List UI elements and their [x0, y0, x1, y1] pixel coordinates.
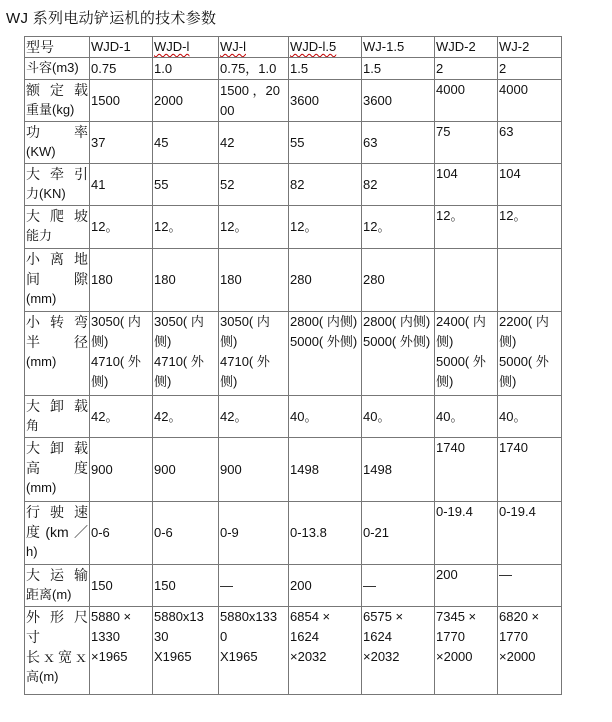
- value-cell: [289, 312, 362, 396]
- header-label-cell: 型号: [25, 37, 90, 58]
- value-cell: [498, 122, 562, 164]
- model-name: WJD-2: [436, 39, 476, 54]
- value-cell: [289, 396, 362, 438]
- value-cell: [435, 502, 498, 565]
- cell-value: 6575 ×: [363, 609, 404, 624]
- cell-value: 75: [436, 124, 451, 139]
- cell-value: 55: [290, 134, 305, 150]
- value-cell: [498, 502, 562, 565]
- value-cell: [435, 58, 498, 80]
- cell-value: 900: [91, 461, 113, 477]
- value-cell: [362, 80, 435, 122]
- cell-value: 0-9: [220, 525, 239, 540]
- cell-value: 41: [91, 176, 106, 192]
- cell-value: 280: [363, 272, 385, 287]
- cell-value: 900: [154, 461, 176, 477]
- cell-value: 0: [220, 629, 228, 644]
- cell-value: 1624: [363, 629, 392, 644]
- cell-value: 4710( 外侧): [91, 354, 141, 389]
- cell-value: 1500 ，2000: [220, 82, 280, 118]
- table-row: [25, 438, 562, 502]
- table-row: [25, 249, 562, 312]
- cell-value: 82: [363, 176, 378, 192]
- row-label-cell: [25, 396, 90, 438]
- value-cell: [289, 249, 362, 312]
- row-label-line: (mm): [26, 354, 57, 369]
- cell-value: 42。: [220, 408, 248, 424]
- cell-value: ×2000: [499, 649, 536, 664]
- value-cell: [435, 122, 498, 164]
- table-row: [25, 206, 562, 249]
- cell-value: 5880 ×: [91, 609, 132, 624]
- row-label-cell: [25, 249, 90, 312]
- cell-value: 180: [91, 272, 113, 287]
- row-label-line: 大爬坡: [26, 208, 88, 224]
- cell-value: 2400( 内侧): [436, 314, 486, 349]
- cell-value: 82: [290, 176, 305, 192]
- value-cell: [219, 565, 289, 607]
- header-model-cell: [219, 37, 289, 58]
- value-cell: [219, 607, 289, 695]
- cell-value: 6854 ×: [290, 609, 331, 624]
- value-cell: [219, 312, 289, 396]
- cell-value: 4000: [499, 82, 528, 97]
- cell-value: 2200( 内侧): [499, 314, 549, 349]
- cell-value: 0-19.4: [436, 504, 473, 519]
- value-cell: [362, 58, 435, 80]
- value-cell: [153, 206, 219, 249]
- table-row: [25, 164, 562, 206]
- cell-value: 280: [290, 272, 312, 287]
- row-label-line: 能力: [26, 228, 53, 243]
- table-row: [25, 502, 562, 565]
- cell-value: 1.5: [290, 60, 309, 76]
- cell-value: 1330: [91, 629, 120, 644]
- row-label-line: 重量(kg): [26, 102, 75, 117]
- cell-value: 3050( 内侧): [154, 314, 204, 349]
- value-cell: [435, 312, 498, 396]
- cell-value: 3600: [290, 92, 319, 108]
- value-cell: [435, 80, 498, 122]
- model-name: WJ-l: [220, 39, 246, 54]
- cell-value: 1498: [290, 461, 319, 477]
- cell-value: X1965: [220, 649, 258, 664]
- cell-value: 2: [499, 60, 507, 76]
- value-cell: [90, 249, 153, 312]
- header-model-cell: [435, 37, 498, 58]
- value-cell: [153, 607, 219, 695]
- value-cell: [289, 502, 362, 565]
- cell-value: —: [499, 567, 512, 582]
- value-cell: [498, 80, 562, 122]
- cell-value: 52: [220, 176, 235, 192]
- value-cell: [362, 206, 435, 249]
- value-cell: [219, 502, 289, 565]
- value-cell: [153, 249, 219, 312]
- row-label-line: 额定载: [26, 82, 88, 98]
- cell-value: —: [363, 577, 376, 593]
- value-cell: [362, 164, 435, 206]
- row-label-line: 大卸载: [26, 398, 88, 414]
- row-label-line: 长ｘ宽ｘ: [26, 649, 88, 665]
- row-label-line: 大牵引: [26, 166, 88, 182]
- row-label-line: 高(m): [26, 669, 59, 684]
- cell-value: 150: [154, 577, 176, 593]
- table-row: [25, 80, 562, 122]
- cell-value: 63: [499, 124, 514, 139]
- cell-value: 1770: [436, 629, 465, 644]
- value-cell: [153, 80, 219, 122]
- cell-value: 180: [220, 272, 242, 287]
- value-cell: [498, 58, 562, 80]
- row-label-line: 斗容(m3): [26, 60, 79, 75]
- cell-value: 1740: [499, 440, 528, 455]
- cell-value: 5880x133: [220, 609, 278, 624]
- row-label-line: 功 率: [26, 124, 88, 140]
- cell-value: 5000( 外侧): [290, 334, 358, 349]
- row-label-line: 小转弯: [26, 314, 88, 330]
- cell-value: 2000: [154, 92, 183, 108]
- value-cell: [90, 502, 153, 565]
- table-header-row: [25, 37, 562, 58]
- cell-value: 180: [154, 272, 176, 287]
- cell-value: 4710( 外侧): [154, 354, 204, 389]
- cell-value: 200: [290, 577, 312, 593]
- value-cell: [435, 249, 498, 312]
- cell-value: 150: [91, 577, 113, 593]
- value-cell: [153, 122, 219, 164]
- cell-value: 2: [436, 60, 444, 76]
- value-cell: [90, 312, 153, 396]
- value-cell: [289, 607, 362, 695]
- value-cell: [435, 438, 498, 502]
- value-cell: [289, 565, 362, 607]
- value-cell: [153, 565, 219, 607]
- value-cell: [289, 80, 362, 122]
- cell-value: 104: [499, 166, 521, 181]
- row-label-line: 距离(m): [26, 587, 72, 602]
- cell-value: ×2032: [290, 649, 327, 664]
- cell-value: 1.0: [154, 60, 173, 76]
- cell-value: 1498: [363, 461, 392, 477]
- header-model-cell: [153, 37, 219, 58]
- cell-value: 104: [436, 166, 458, 181]
- cell-value: ×1965: [91, 649, 128, 664]
- value-cell: [289, 122, 362, 164]
- cell-value: ×2000: [436, 649, 473, 664]
- value-cell: [498, 607, 562, 695]
- value-cell: [362, 565, 435, 607]
- value-cell: [219, 164, 289, 206]
- row-label-cell: [25, 607, 90, 695]
- cell-value: 3600: [363, 92, 392, 108]
- value-cell: [498, 206, 562, 249]
- value-cell: [90, 607, 153, 695]
- value-cell: [219, 396, 289, 438]
- cell-value: 2800( 内侧): [363, 314, 431, 329]
- cell-value: 63: [363, 134, 378, 150]
- header-model-cell: [289, 37, 362, 58]
- cell-value: 2800( 内侧): [290, 314, 358, 329]
- cell-value: 12。: [91, 219, 119, 234]
- value-cell: [289, 438, 362, 502]
- cell-value: 12。: [220, 219, 248, 234]
- row-label-line: 大运输: [26, 567, 88, 583]
- value-cell: [153, 164, 219, 206]
- value-cell: [90, 122, 153, 164]
- row-label-cell: [25, 122, 90, 164]
- value-cell: [498, 164, 562, 206]
- row-label-line: 角: [26, 418, 40, 433]
- row-label-line: 大卸载: [26, 440, 88, 456]
- cell-value: 37: [91, 134, 106, 150]
- cell-value: 3050( 内侧): [220, 314, 270, 349]
- row-label-cell: [25, 565, 90, 607]
- cell-value: —: [220, 577, 233, 593]
- model-name: WJD-l.5: [290, 39, 337, 54]
- value-cell: [153, 58, 219, 80]
- model-name: WJ-1.5: [363, 39, 405, 54]
- model-name: WJD-1: [91, 39, 131, 54]
- value-cell: [153, 438, 219, 502]
- value-cell: [362, 396, 435, 438]
- model-name: WJ-2: [499, 39, 530, 54]
- cell-value: 0-6: [91, 525, 110, 540]
- value-cell: [219, 58, 289, 80]
- cell-value: 42。: [91, 408, 119, 424]
- cell-value: ×2032: [363, 649, 400, 664]
- value-cell: [362, 122, 435, 164]
- value-cell: [498, 396, 562, 438]
- value-cell: [498, 249, 562, 312]
- value-cell: [153, 312, 219, 396]
- cell-value: 40。: [363, 408, 391, 424]
- cell-value: 4710( 外侧): [220, 354, 270, 389]
- cell-value: 40。: [290, 408, 318, 424]
- table-row: [25, 312, 562, 396]
- row-label-cell: [25, 206, 90, 249]
- cell-value: 40。: [499, 408, 527, 424]
- cell-value: 30: [154, 629, 169, 644]
- cell-value: 1624: [290, 629, 319, 644]
- value-cell: [90, 164, 153, 206]
- row-label-line: (mm): [26, 291, 57, 306]
- value-cell: [498, 312, 562, 396]
- cell-value: 12。: [499, 208, 527, 223]
- row-label-line: h): [26, 544, 38, 559]
- value-cell: [435, 206, 498, 249]
- value-cell: [219, 206, 289, 249]
- value-cell: [289, 58, 362, 80]
- cell-value: 4000: [436, 82, 465, 97]
- value-cell: [90, 80, 153, 122]
- value-cell: [90, 206, 153, 249]
- spec-table: [24, 36, 562, 695]
- value-cell: [362, 502, 435, 565]
- value-cell: [90, 565, 153, 607]
- table-row: [25, 396, 562, 438]
- value-cell: [362, 249, 435, 312]
- cell-value: 5000( 外侧): [499, 354, 549, 389]
- cell-value: 12。: [290, 219, 318, 234]
- value-cell: [435, 164, 498, 206]
- header-model-cell: [498, 37, 562, 58]
- row-label-line: (mm): [26, 480, 57, 495]
- cell-value: 200: [436, 567, 458, 582]
- value-cell: [362, 312, 435, 396]
- value-cell: [90, 58, 153, 80]
- row-label-line: 小离地: [26, 251, 88, 267]
- value-cell: [219, 438, 289, 502]
- cell-value: 7345 ×: [436, 609, 477, 624]
- cell-value: 1500: [91, 92, 120, 108]
- row-label-line: 间 隙: [26, 271, 88, 287]
- value-cell: [219, 80, 289, 122]
- cell-value: 6820 ×: [499, 609, 540, 624]
- value-cell: [289, 206, 362, 249]
- cell-value: 55: [154, 176, 169, 192]
- cell-value: 5000( 外侧): [363, 334, 431, 349]
- cell-value: 0.75: [91, 60, 117, 76]
- cell-value: 0-21: [363, 525, 390, 540]
- cell-value: 1.5: [363, 60, 382, 76]
- cell-value: 1770: [499, 629, 528, 644]
- cell-value: 45: [154, 134, 169, 150]
- cell-value: 900: [220, 461, 242, 477]
- row-label-line: 度(km／: [26, 524, 88, 540]
- cell-value: 3050( 内侧): [91, 314, 141, 349]
- cell-value: 0-6: [154, 525, 173, 540]
- model-name: WJD-l: [154, 39, 190, 54]
- row-label-cell: [25, 438, 90, 502]
- value-cell: [153, 396, 219, 438]
- value-cell: [153, 502, 219, 565]
- cell-value: 12。: [154, 219, 182, 234]
- table-row: [25, 58, 562, 80]
- row-label-cell: [25, 502, 90, 565]
- cell-value: 40。: [436, 408, 464, 424]
- cell-value: 1740: [436, 440, 465, 455]
- row-label-cell: [25, 58, 90, 80]
- table-row: [25, 122, 562, 164]
- value-cell: [219, 122, 289, 164]
- row-label-line: 力(KN): [26, 186, 66, 201]
- document-title: WJ 系列电动铲运机的技术参数: [6, 10, 217, 27]
- row-label-line: 高 度: [26, 460, 88, 476]
- value-cell: [289, 164, 362, 206]
- cell-value: 0.75，1.0: [220, 60, 277, 76]
- value-cell: [90, 396, 153, 438]
- row-label-line: 半 径: [26, 334, 88, 350]
- cell-value: 42: [220, 134, 235, 150]
- value-cell: [498, 565, 562, 607]
- row-label-line: 寸: [26, 629, 40, 645]
- row-label-cell: [25, 164, 90, 206]
- cell-value: 5880x13: [154, 609, 204, 624]
- cell-value: 5000( 外侧): [436, 354, 486, 389]
- row-label-line: (KW): [26, 144, 56, 159]
- cell-value: 12。: [436, 208, 464, 223]
- row-label-line: 外形尺: [26, 609, 88, 625]
- row-label-cell: [25, 80, 90, 122]
- value-cell: [219, 249, 289, 312]
- value-cell: [435, 396, 498, 438]
- table-row: [25, 565, 562, 607]
- header-model-cell: [362, 37, 435, 58]
- header-model-cell: [90, 37, 153, 58]
- cell-value: 42。: [154, 408, 182, 424]
- value-cell: [435, 565, 498, 607]
- table-row: [25, 607, 562, 695]
- cell-value: 12。: [363, 219, 391, 234]
- value-cell: [362, 607, 435, 695]
- row-label-line: 行驶速: [26, 504, 88, 520]
- cell-value: X1965: [154, 649, 192, 664]
- value-cell: [90, 438, 153, 502]
- row-label-cell: [25, 312, 90, 396]
- value-cell: [435, 607, 498, 695]
- cell-value: 0-13.8: [290, 525, 327, 540]
- value-cell: [362, 438, 435, 502]
- cell-value: 0-19.4: [499, 504, 536, 519]
- value-cell: [498, 438, 562, 502]
